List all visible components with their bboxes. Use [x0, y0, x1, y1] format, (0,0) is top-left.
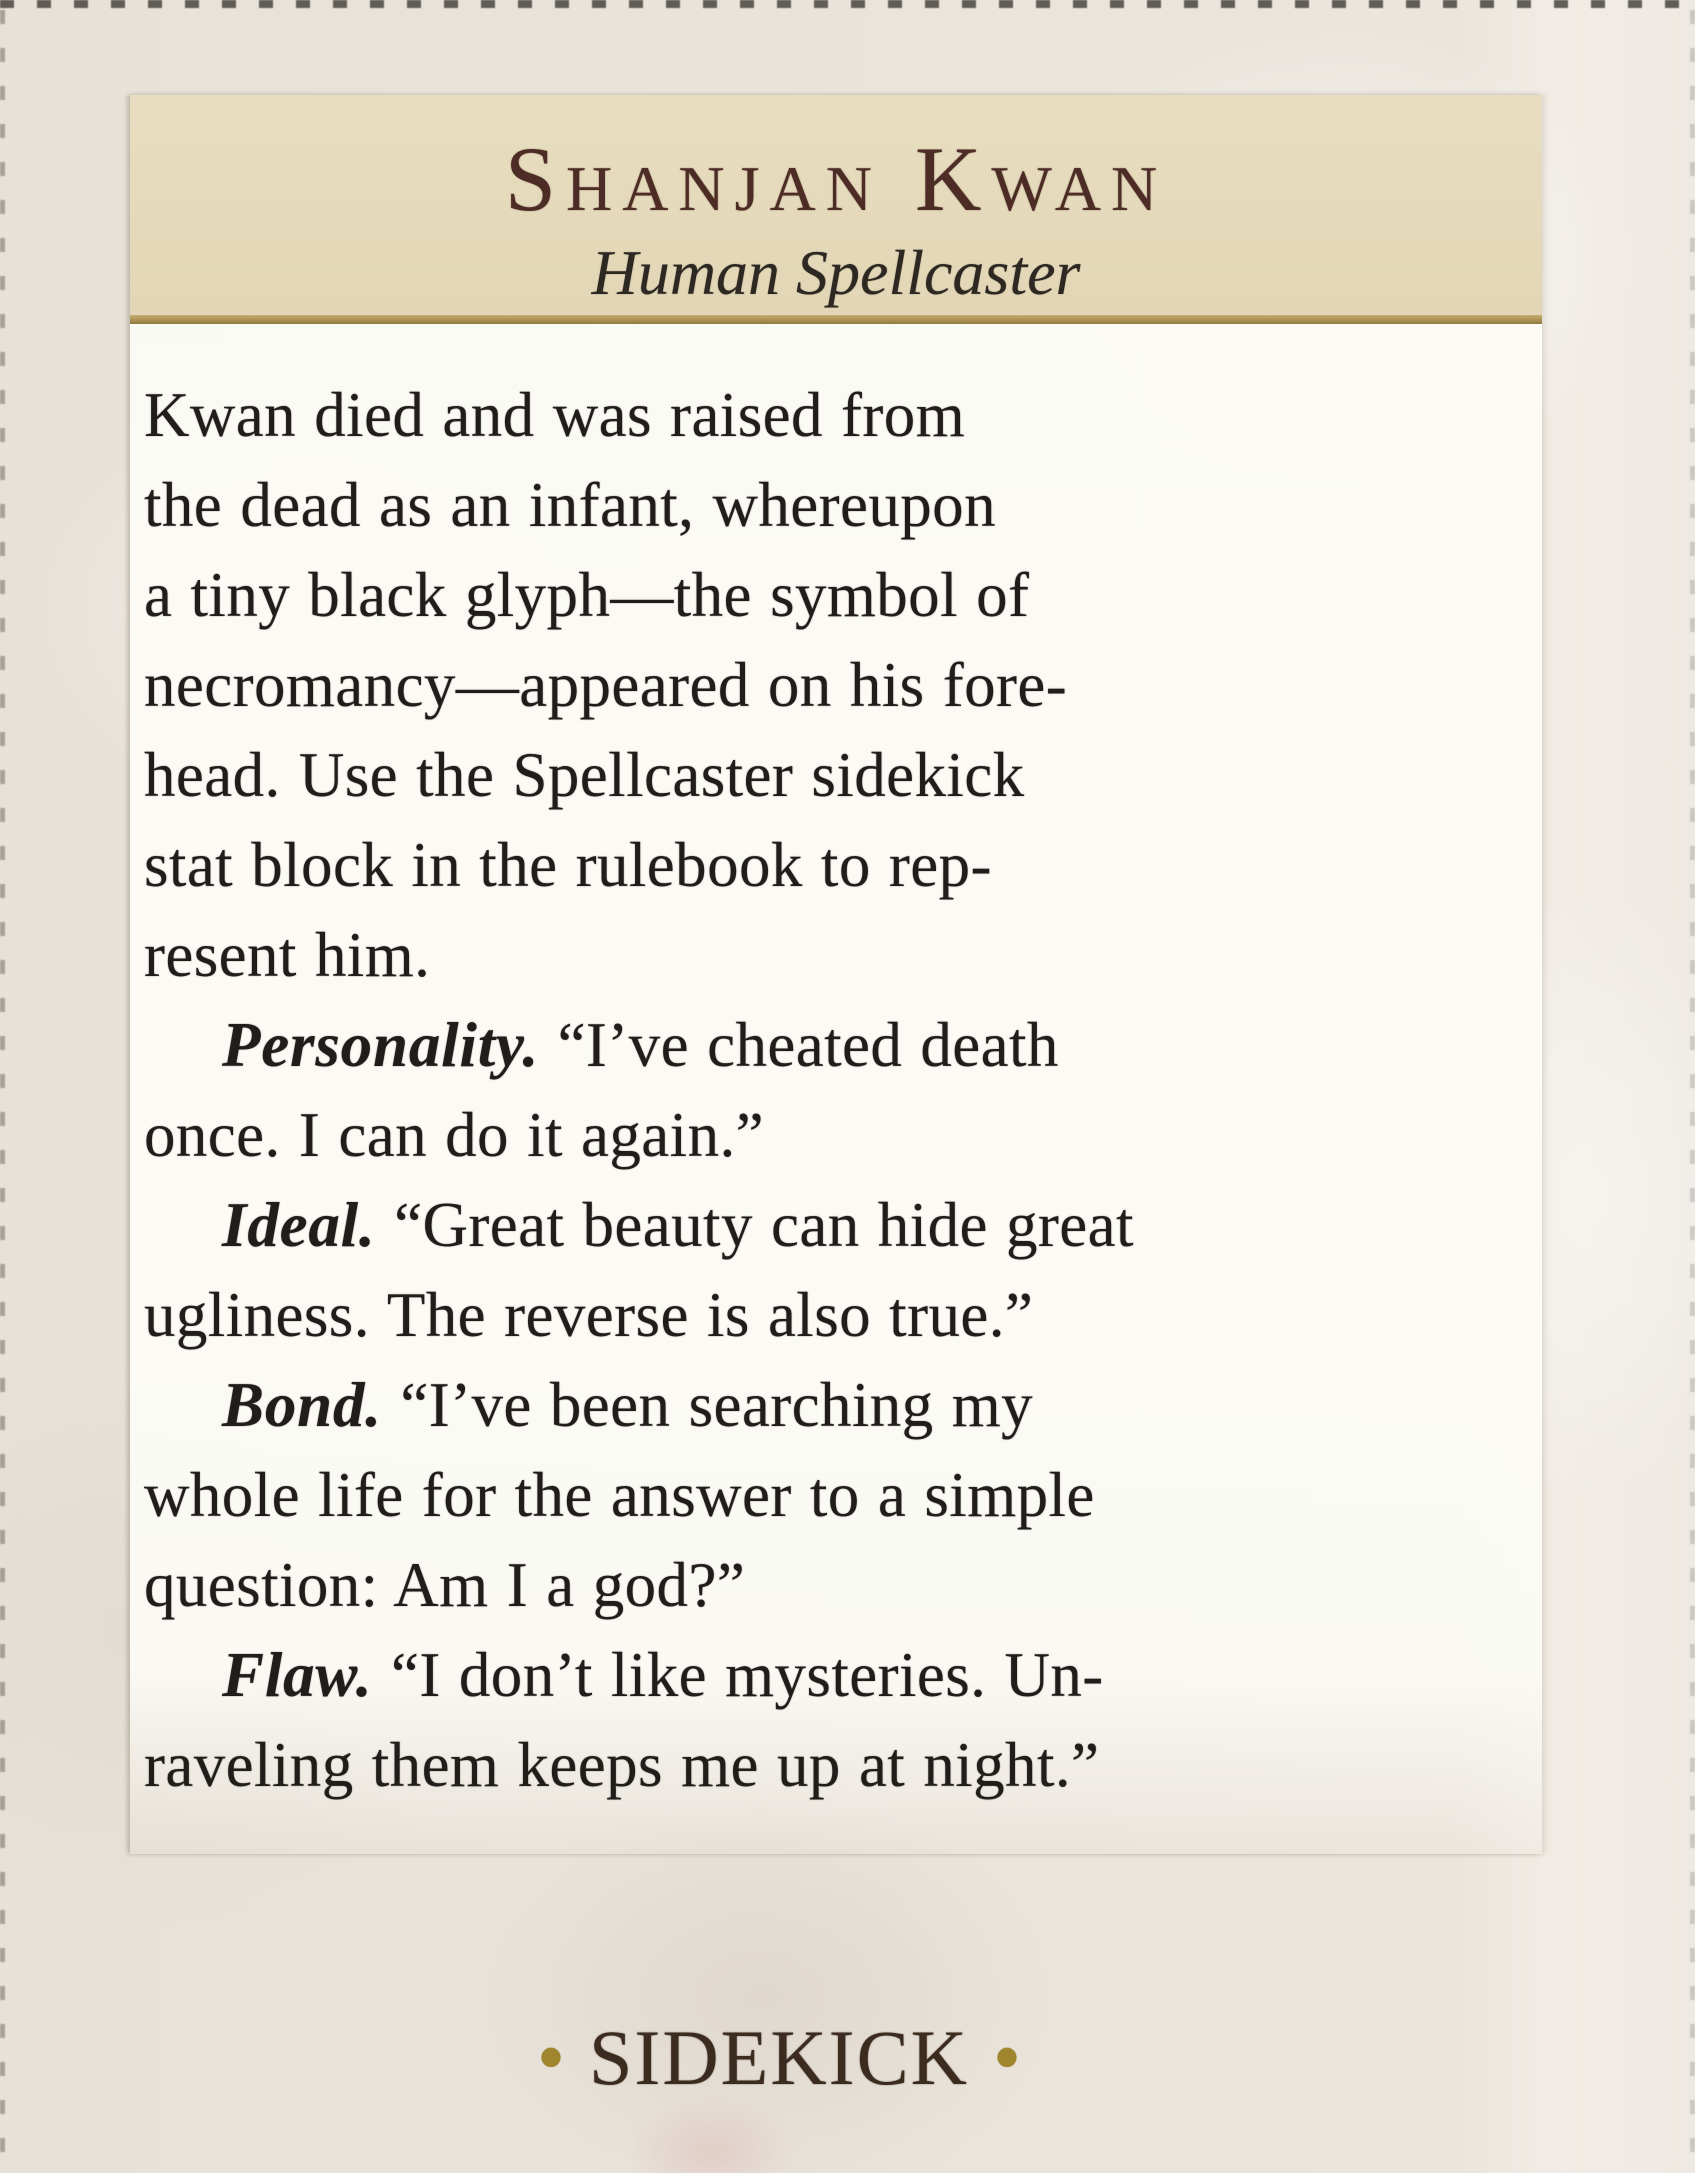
bullet-icon: • [993, 2014, 1022, 2102]
body-line: Ideal. “Great beauty can hide great [222, 1190, 1134, 1260]
body-line: once. I can do it again.” [144, 1100, 764, 1170]
trait-label: Bond. [222, 1370, 401, 1440]
bullet-icon: • [536, 2014, 565, 2102]
card-header [130, 95, 1542, 315]
gold-divider [130, 315, 1542, 324]
body-line: resent him. [144, 920, 431, 990]
body-text [130, 324, 1542, 1810]
body-line: question: Am I a god?” [144, 1550, 746, 1620]
body-line: necromancy—appeared on his fore- [144, 650, 1068, 720]
perforation-right-edge [1690, 10, 1695, 2173]
card-type-footer [536, 2014, 1022, 2102]
card-type-label: SIDEKICK [589, 2014, 969, 2101]
body-line: Kwan died and was raised from [144, 380, 966, 450]
body-line: Personality. “I’ve cheated death [222, 1010, 1059, 1080]
perforation-top-edge [0, 0, 1695, 8]
body-line: raveling them keeps me up at night.” [144, 1730, 1100, 1800]
body-line: ugliness. The reverse is also true.” [144, 1280, 1034, 1350]
card-title: Shanjan Kwan [504, 128, 1168, 230]
card-subtitle: Human Spellcaster [591, 237, 1081, 308]
card-body [130, 324, 1542, 1854]
trait-label: Personality. [222, 1010, 558, 1080]
body-line: head. Use the Spellcaster sidekick [144, 740, 1025, 810]
body-line: the dead as an infant, whereupon [144, 470, 996, 540]
body-line: a tiny black glyph—the symbol of [144, 560, 1030, 630]
trait-label: Flaw. [222, 1640, 392, 1710]
body-line: Bond. “I’ve been searching my [222, 1370, 1034, 1440]
perforation-left-edge [0, 10, 5, 2173]
body-line: whole life for the answer to a simple [144, 1460, 1095, 1530]
trait-label: Ideal. [222, 1190, 395, 1260]
sidekick-card [130, 95, 1542, 1854]
body-line: Flaw. “I don’t like mysteries. Un- [222, 1640, 1104, 1710]
body-line: stat block in the rulebook to rep- [144, 830, 992, 900]
